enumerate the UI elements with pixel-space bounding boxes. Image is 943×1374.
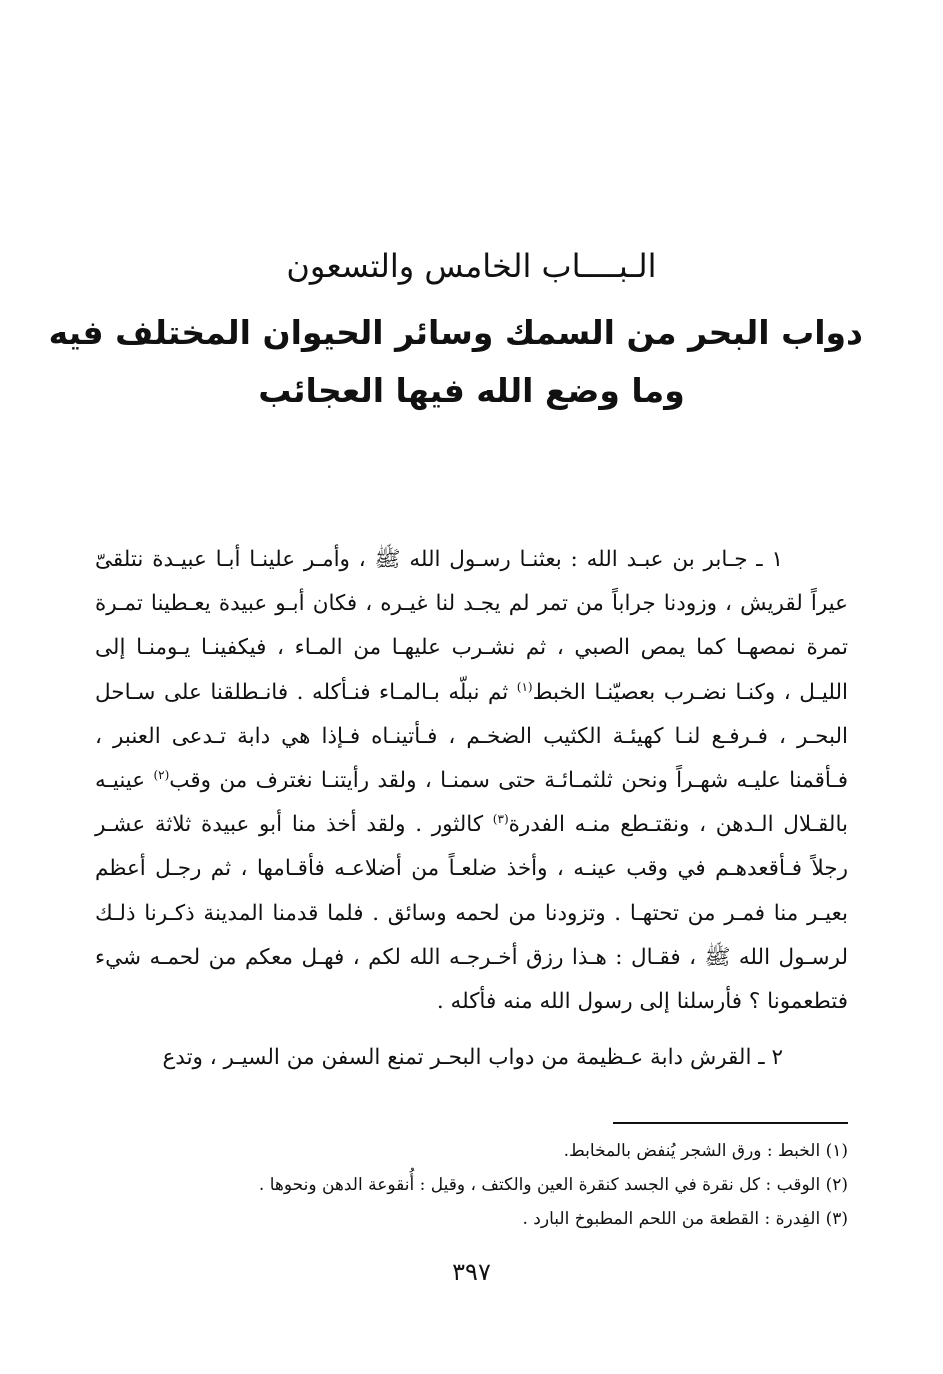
paragraph-1-text-d: كالثور . ولقد أخذ منا أبو عبيدة ثلاثة عشـر رجلاً فـأقعدهـم في وقب عينـه ، وأخذ ضلعـاً من أضلاعـه فأقـامها ، ثم رجـل أعظم بعيـر منا فمـر من تحتهـا . وتزودنا من لحمه وسائق . فلما قدمنا المدينة ذكـرنا ذلـك لرسـول الله ﷺ ، فقـال : هـذا رزق أخـرجـه الله لكم ، فهـل معكم من لحمـه شيء فتطعمونا ؟ فأرسلنا إلى رسول الله منه فأكله .	[95, 812, 848, 1015]
body-text	[95, 538, 848, 1080]
paragraph-1	[95, 538, 848, 1024]
chapter-title	[48, 304, 863, 420]
footnote-2: (٢) الوقب : كل نقرة في الجسد كنقرة العين والكتف ، وقيل : أُنقوعة الدهن ونحوها .	[258, 1175, 848, 1195]
footnotes	[95, 1134, 848, 1236]
paragraph-1-text-b: ثم نبلّه بـالمـاء فنـأكله . فانـطلقنا على سـاحل البحـر ، فـرفـع لنـا كهيئـة الكثيب الضخـم ، فـأتينـاه فـإذا هي دابة تـدعى العنبر ، فـأقمنا عليـه شهـراً ونحن ثلثمـائـة حتى سمنـا ، ولقد رأيتنـا نغترف من وقب	[95, 679, 849, 794]
chapter-title-line-2: وما وضع الله فيها العجائب	[258, 371, 685, 410]
footnote-ref-1: (١)	[516, 679, 533, 694]
paragraph-1-text-a: ١ ـ جـابر بن عبـد الله : بعثنـا رسـول الله ﷺ ، وأمـر علينـا أبـا عبيـدة نتلقىّ عيراً لقريش ، وزودنا جراباً من تمر لم يجـد لنا غيـره ، فكان أبـو عبيدة يعـطينا تمـرة تمرة نمصهـا كما يمص الصبي ، ثم نشـرب عليهـا من المـاء ، فيكفينـا يـومنـا إلى الليـل ، وكنـا نضـرب بعصيّنـا الخبط	[95, 547, 848, 705]
footnote-ref-3: (٣)	[492, 812, 509, 827]
chapter-label: الـبــــاب الخامس والتسعون	[286, 247, 657, 285]
paragraph-2: ٢ ـ القرش دابة عـظيمة من دواب البحـر تمنع السفن من السيـر ، وتدع	[162, 1045, 783, 1071]
page-number: ٣٩٧	[452, 1258, 491, 1286]
footnote-3: (٣) الفِدرة : القطعة من اللحم المطبوخ البارد .	[522, 1209, 848, 1229]
chapter-title-line-1: دواب البحر من السمك وسائر الحيوان المختلف فيه	[48, 313, 863, 352]
paragraph-1-text-c: عينيـه بالقـلال الـدهن ، ونقتـطع منـه الفدرة	[95, 768, 848, 838]
footnote-1: (١) الخبط : ورق الشجر يُنفض بالمخابط.	[563, 1141, 848, 1161]
footnote-divider	[613, 1122, 848, 1124]
footnote-ref-2: (٢)	[153, 768, 170, 783]
